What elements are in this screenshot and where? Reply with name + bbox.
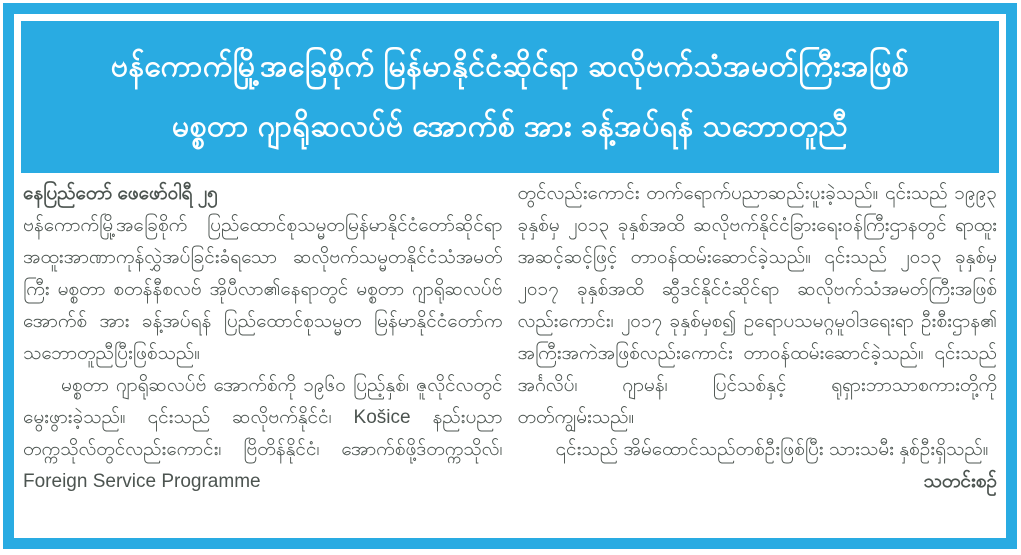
article-body bbox=[14, 173, 1006, 538]
column-left bbox=[23, 178, 503, 536]
paragraph-career: တွင်လည်းကောင်း တက်ရောက်ပညာဆည်းပူးခဲ့သည်။ ၎င်းသည် ၁၉၉၃ ခုနှစ်မှ ၂၀၁၃ ခုနှစ်အထိ ဆလိုဗက်နိုင်ငံခြားရေးဝန်ကြီးဌာနတွင် ရာထူးအဆင့်ဆင့်ဖြင့် တာဝန်ထမ်းဆောင်ခဲ့သည်။ ၎င်းသည် ၂၀၁၃ ခုနှစ်မှ ၂၀၁၇ ခုနှစ်အထိ ဆွီဒင်နိုင်ငံဆိုင်ရာ ဆလိုဗက်သံအမတ်ကြီးအဖြစ်လည်းကောင်း၊ ၂၀၁၇ ခုနှစ်မှစ၍ ဥရောပသမဂ္ဂမူဝါဒရေးရာ ဦးစီးဌာန၏ အကြီးအကဲအဖြစ်လည်းကောင်း တာဝန်ထမ်းဆောင်ခဲ့သည်။ ၎င်းသည် အင်္ဂလိပ်၊ ဂျာမန်၊ ပြင်သစ်နှင့် ရုရှားဘာသာစကားတို့ကို တတ်ကျွမ်းသည်။ bbox=[517, 183, 997, 428]
paragraph-bio: မစ္စတာ ဂျာရိုဆလပ်ဗ် အောက်စ်ကို ၁၉၆၀ ပြည့်နှစ်၊ ဇူလိုင်လတွင် မွေးဖွားခဲ့သည်။ ၎င်းသည် ဆလိုဗက်နိုင်ငံ၊ Košice နည်းပညာတက္ကသိုလ်တွင်လည်းကောင်း၊ ဗြိတိန်နိုင်ငံ၊ အောက်စ်ဖို့ဒ်တက္ကသိုလ်၊ Foreign Service Programme bbox=[23, 375, 503, 492]
column-right bbox=[518, 178, 998, 536]
headline-banner bbox=[21, 21, 999, 173]
paragraph-family-text: ၎င်းသည် အိမ်ထောင်သည်တစ်ဦးဖြစ်ပြီး သားသမီး နှစ်ဦးရှိသည်။ bbox=[555, 439, 989, 460]
paragraph-family bbox=[518, 434, 998, 492]
article-frame bbox=[3, 3, 1017, 549]
headline-line-1: ဗန်ကောက်မြို့အခြေစိုက် မြန်မာနိုင်ငံဆိုင်ရာ ဆလိုဗက်သံအမတ်ကြီးအဖြစ် bbox=[110, 50, 910, 83]
headline-line-2: မစ္စတာ ဂျာရိုဆလပ်ဗ် အောက်စ် အား ခန့်အပ်ရန် သဘောတူညီ bbox=[171, 110, 849, 143]
dateline: နေပြည်တော် ဖေဖော်ဝါရီ ၂၅ bbox=[23, 183, 218, 204]
paragraph-lead: ဗန်ကောက်မြို့အခြေစိုက် ပြည်ထောင်စုသမ္မတမြန်မာနိုင်ငံတော်ဆိုင်ရာ အထူးအာဏာကုန်လွှဲအပ်ခြင်းခံရသော ဆလိုဗက်သမ္မတနိုင်ငံသံအမတ်ကြီး မစ္စတာ စတန်နီစလဗ် အိုပီလာ၏နေရာတွင် မစ္စတာ ဂျာရိုဆလပ်ဗ် အောက်စ် အား ခန့်အပ်ရန် ပြည်ထောင်စုသမ္မတ မြန်မာနိုင်ငံတော်က သဘောတူညီပြီးဖြစ်သည်။ bbox=[23, 215, 503, 364]
news-agency-credit: သတင်းစဉ် bbox=[923, 471, 997, 492]
